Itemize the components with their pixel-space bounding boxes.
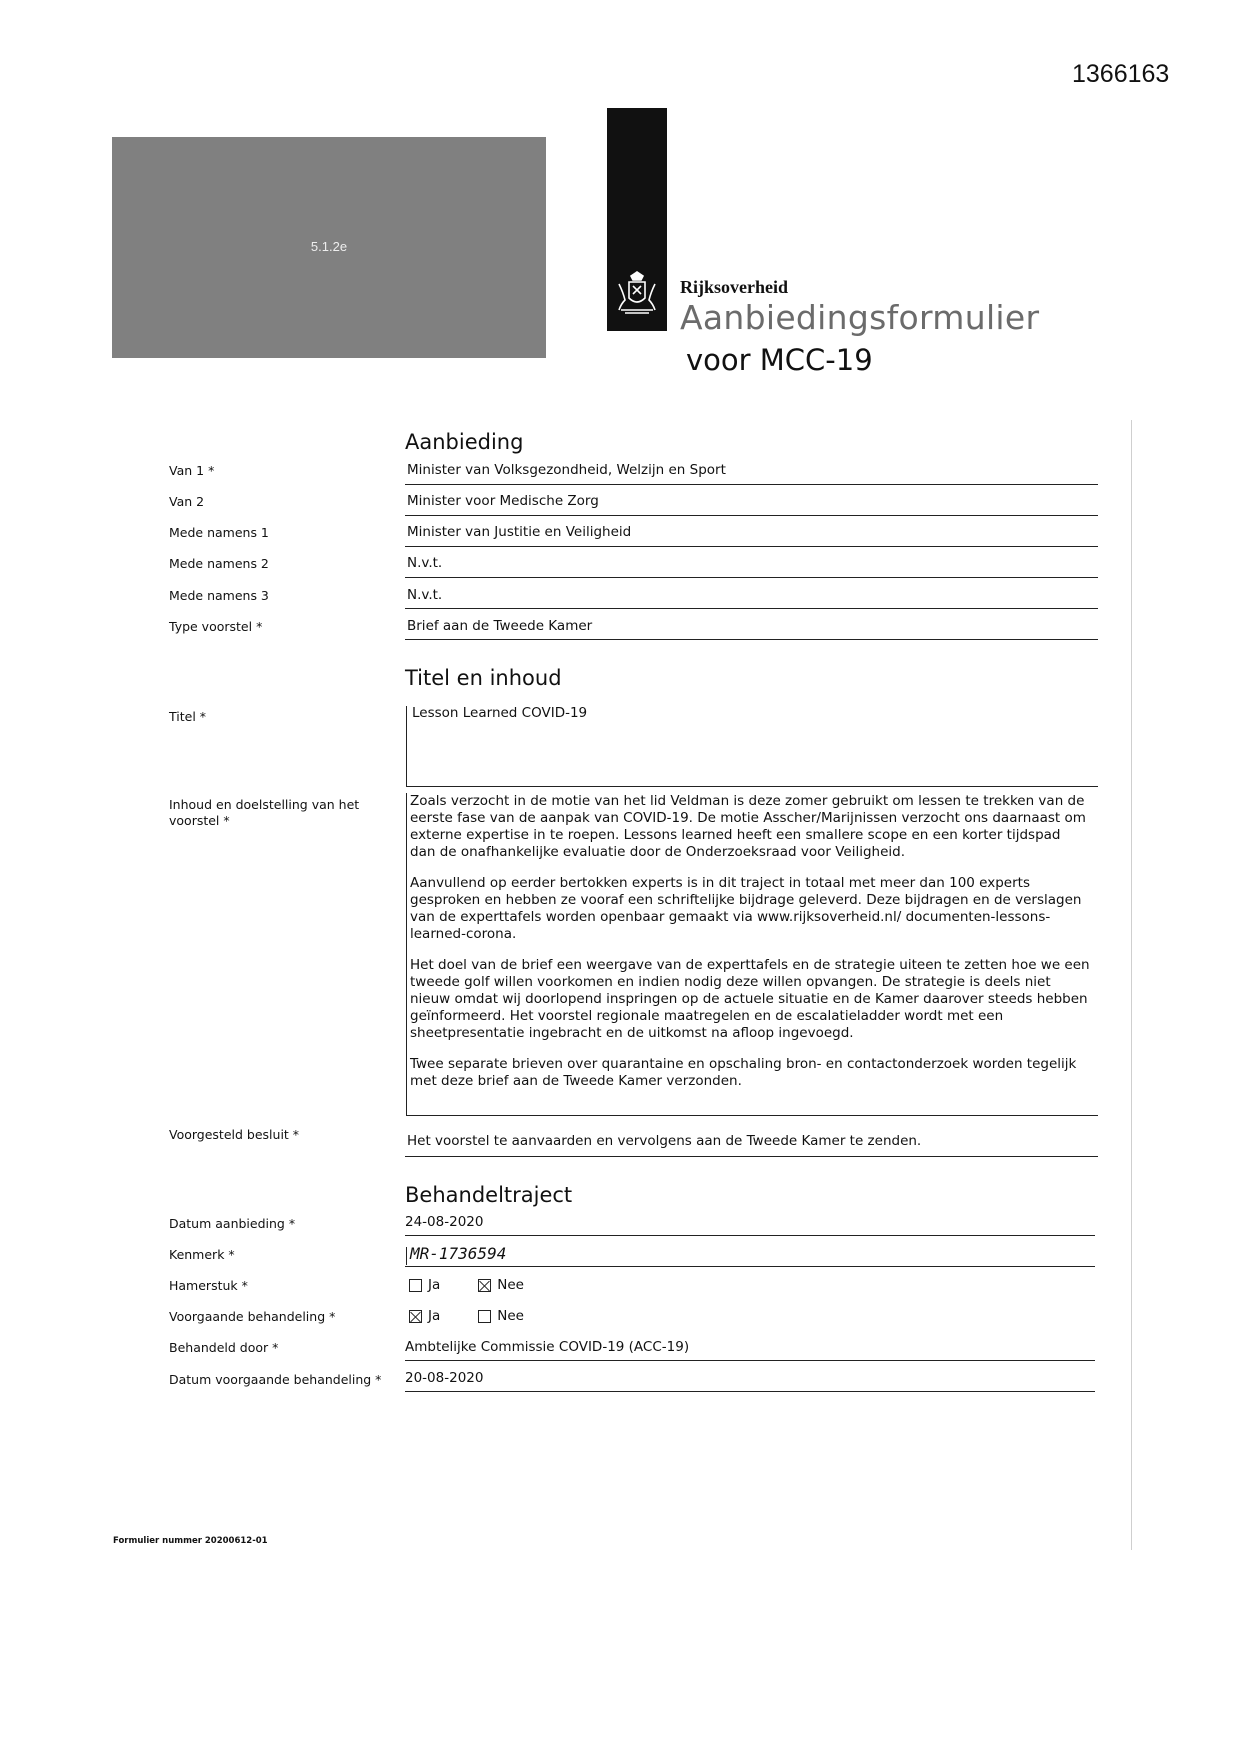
field-value-mede-namens-3: N.v.t. [407, 587, 443, 603]
field-label-type-voorstel: Type voorstel * [169, 619, 263, 634]
field-underline [406, 1115, 1098, 1116]
field-value-van-1: Minister van Volksgezondheid, Welzijn en Sport [407, 462, 726, 478]
brand-name: Rijksoverheid [680, 277, 788, 297]
kenmerk-box-border [406, 1247, 407, 1265]
field-label-behandeld-door: Behandeld door * [169, 1340, 279, 1355]
field-value-mede-namens-2: N.v.t. [407, 555, 443, 571]
form-title: Aanbiedingsformulier [680, 298, 1040, 337]
checkbox-checked[interactable] [409, 1310, 422, 1323]
field-value-titel: Lesson Learned COVID-19 [412, 705, 588, 721]
field-underline [405, 639, 1098, 640]
section-title-behandeltraject: Behandeltraject [405, 1183, 573, 1207]
field-value-datum-aanbieding: 24-08-2020 [405, 1214, 484, 1230]
field-underline [405, 484, 1098, 485]
voorgaande-option-nee[interactable] [478, 1308, 524, 1324]
checkbox-unchecked[interactable] [478, 1310, 491, 1323]
field-value-type-voorstel: Brief aan de Tweede Kamer [407, 618, 593, 634]
field-label-mede-namens-3: Mede namens 3 [169, 588, 269, 603]
option-label: Nee [497, 1277, 524, 1293]
field-value-datum-voorgaande-behandeling: 20-08-2020 [405, 1370, 484, 1386]
checkbox-checked[interactable] [478, 1279, 491, 1292]
section-title-aanbieding: Aanbieding [405, 430, 524, 454]
field-underline [405, 1266, 1095, 1267]
inhoud-paragraph: Twee separate brieven over quarantaine en opschaling bron- en contactonderzoek worden tegelijk met deze brief aan de Tweede Kamer verzonden. [410, 1056, 1077, 1089]
form-number: Formulier nummer 20200612-01 [113, 1536, 268, 1546]
field-label-kenmerk: Kenmerk * [169, 1247, 235, 1262]
section-title-titel-inhoud: Titel en inhoud [405, 666, 562, 690]
field-label-voorgaande-behandeling: Voorgaande behandeling * [169, 1309, 336, 1324]
hamerstuk-option-nee[interactable] [478, 1277, 524, 1293]
option-label: Nee [497, 1308, 524, 1324]
field-underline [405, 608, 1098, 609]
field-label-van-1: Van 1 * [169, 463, 215, 478]
field-underline [405, 1156, 1098, 1157]
field-label-hamerstuk: Hamerstuk * [169, 1278, 248, 1293]
field-label-van-2: Van 2 [169, 494, 205, 509]
field-underline [405, 577, 1098, 578]
field-label-datum-voorgaande-behandeling: Datum voorgaande behandeling * [169, 1372, 382, 1387]
field-underline [406, 786, 1098, 787]
field-underline [405, 515, 1098, 516]
option-label: Ja [428, 1277, 441, 1293]
field-underline [405, 1235, 1095, 1236]
field-label-datum-aanbieding: Datum aanbieding * [169, 1216, 296, 1231]
field-label-voorgesteld-besluit: Voorgesteld besluit * [169, 1127, 300, 1142]
inhoud-paragraph: Zoals verzocht in de motie van het lid Veldman is deze zomer gebruikt om lessen te trekken van de eerste fase van de aanpak van COVID-19. De motie Asscher/Marijnissen verzocht ons daarnaast om externe expertise in te roepen. Lessons learned heeft een smallere scope en een korter tijdspad dan de onafhankelijke evaluatie door de Onderzoeksraad voor Veiligheid. [410, 793, 1086, 860]
voorgaande-behandeling-options [409, 1308, 562, 1324]
field-label-titel: Titel * [169, 709, 207, 724]
field-underline [405, 546, 1098, 547]
field-value-inhoud [410, 793, 1090, 1104]
field-underline [405, 1360, 1095, 1361]
crest-icon [615, 270, 659, 316]
field-value-mede-namens-1: Minister van Justitie en Veiligheid [407, 524, 632, 540]
field-value-voorgesteld-besluit: Het voorstel te aanvaarden en vervolgens aan de Tweede Kamer te zenden. [407, 1133, 922, 1149]
inhoud-paragraph: Aanvullend op eerder bertokken experts is in dit traject in totaal met meer dan 100 experts gesproken en hebben ze vooraf een schriftelijke bijdrage geleverd. Deze bijdragen en de verslagen van de experttafels worden openbaar gemaakt via www.rijksoverheid.nl/ documenten-lessons-learned-corona. [410, 875, 1082, 942]
checkbox-unchecked[interactable] [409, 1279, 422, 1292]
field-label-mede-namens-1: Mede namens 1 [169, 525, 269, 540]
field-label-inhoud: Inhoud en doelstelling van het voorstel * [169, 797, 360, 828]
document-number: 1366163 [1072, 60, 1170, 88]
field-value-kenmerk: MR-1736594 [410, 1244, 507, 1263]
scan-edge-line [1131, 420, 1132, 1550]
inhoud-paragraph: Het doel van de brief een weergave van de experttafels en de strategie uiteen te zetten hoe we een tweede golf willen voorkomen en indien nodig deze willen opvangen. De strategie is deels niet nieuw omdat wij doorlopend inspringen op de actuele situatie en de Kamer daarover steeds hebben geïnformeerd. Het voorstel regionale maatregelen en de escalatieladder wordt met een sheetpresentatie ingebracht en de uitkomst na afloop ingevoegd. [410, 957, 1090, 1041]
hamerstuk-options [409, 1277, 562, 1293]
redaction-code: 5.1.2e [310, 239, 348, 254]
rijksoverheid-logo-bar [607, 108, 667, 331]
field-label-mede-namens-2: Mede namens 2 [169, 556, 269, 571]
redaction-block [112, 137, 546, 358]
form-subtitle: voor MCC-19 [686, 343, 873, 377]
hamerstuk-option-ja[interactable] [409, 1277, 440, 1293]
inhoud-box-border [406, 793, 407, 1115]
voorgaande-option-ja[interactable] [409, 1308, 440, 1324]
titel-box-border [406, 706, 407, 786]
field-underline [405, 1391, 1095, 1392]
field-value-van-2: Minister voor Medische Zorg [407, 493, 599, 509]
option-label: Ja [428, 1308, 441, 1324]
field-value-behandeld-door: Ambtelijke Commissie COVID-19 (ACC-19) [405, 1339, 690, 1355]
